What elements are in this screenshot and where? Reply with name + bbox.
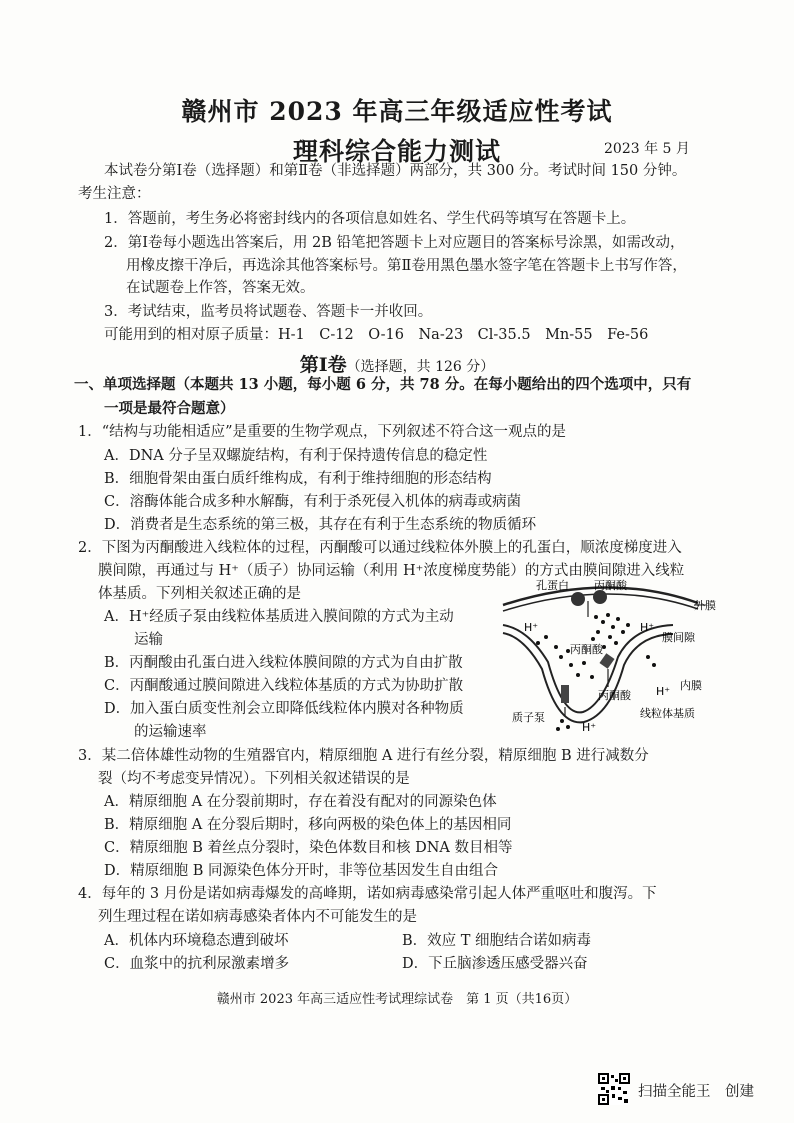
notice-heading: 考生注意： bbox=[78, 186, 151, 202]
q4-option-c: C．血浆中的抗利尿激素增多 bbox=[104, 956, 290, 972]
section-subtitle: （选择题，共 126 分） bbox=[346, 359, 495, 375]
notice-item-2: 2．第Ⅰ卷每小题选出答案后，用 2B 铅笔把答题卡上对应题目的答案标号涂黑，如需改动， bbox=[104, 235, 685, 251]
q2-option-b: B．丙酮酸由孔蛋白进入线粒体膜间隙的方式为自由扩散 bbox=[104, 655, 463, 671]
label-porin: 孔蛋白 bbox=[536, 579, 569, 592]
q2-option-d: D．加入蛋白质变性剂会立即降低线粒体内膜对各种物质 bbox=[104, 701, 464, 717]
q2-stem-1: 2．下图为丙酮酸进入线粒体的过程，丙酮酸可以通过线粒体外膜上的孔蛋白，顺浓度梯度进入 bbox=[78, 540, 682, 556]
page-footer: 赣州市 2023 年高三适应性考试理综试卷 第 1 页（共16页） bbox=[216, 992, 578, 1007]
inner-membrane bbox=[503, 625, 673, 712]
q2-stem-3: 体基质。下列相关叙述正确的是 bbox=[98, 586, 301, 602]
porin-protein-2 bbox=[593, 590, 607, 604]
q1-option-b: B．细胞骨架由蛋白质纤维构成，有利于维持细胞的形态结构 bbox=[104, 471, 492, 487]
q4-option-b: B．效应 T 细胞结合诺如病毒 bbox=[402, 933, 592, 949]
q4-stem-1: 4．每年的 3 月份是诺如病毒爆发的高峰期，诺如病毒感染常引起人体严重呕吐和腹泻。下 bbox=[78, 886, 657, 902]
porin-protein bbox=[571, 592, 585, 606]
section-title-main: 第Ⅰ卷 bbox=[299, 354, 347, 376]
label-h-plus-4: H⁺ bbox=[582, 721, 597, 734]
q1-stem: 1．“结构与功能相适应”是重要的生物学观点，下列叙述不符合这一观点的是 bbox=[78, 424, 567, 440]
q3-option-a: A．精原细胞 A 在分裂前期时，存在着没有配对的同源染色体 bbox=[104, 794, 497, 810]
label-h-plus-1: H⁺ bbox=[524, 621, 539, 634]
exam-title-line2: 理科综合能力测试 bbox=[292, 137, 501, 166]
label-intermembrane: 膜间隙 bbox=[662, 631, 695, 644]
scanner-watermark: 扫描全能王 创建 bbox=[638, 1084, 754, 1100]
q2-stem-2: 膜间隙，再通过与 H⁺（质子）协同运输（利用 H⁺浓度梯度势能）的方式由膜间隙进入线粒 bbox=[98, 563, 685, 579]
label-pyruvate-top: 丙酮酸 bbox=[594, 579, 627, 592]
label-proton-pump: 质子泵 bbox=[512, 711, 545, 724]
label-pyruvate-low: 丙酮酸 bbox=[598, 689, 631, 702]
label-h-plus-3: H⁺ bbox=[656, 685, 671, 698]
q3-option-d: D．精原细胞 B 同源染色体分开时，非等位基因发生自由组合 bbox=[104, 863, 498, 879]
notice-item-1: 1．答题前，考生务必将密封线内的各项信息如姓名、学生代码等填写在答题卡上。 bbox=[104, 211, 636, 227]
atomic-masses: 可能用到的相对原子质量：H-1 C-12 O-16 Na-23 Cl-35.5 Mn-55 Fe-56 bbox=[104, 327, 649, 343]
q2-option-c: C．丙酮酸通过膜间隙进入线粒体基质的方式为协助扩散 bbox=[104, 678, 464, 694]
q1-option-d: D．消费者是生态系统的第三极，其存在有利于生态系统的物质循环 bbox=[104, 517, 537, 533]
mitochondria-diagram bbox=[498, 577, 720, 737]
label-pyruvate-mid: 丙酮酸 bbox=[570, 643, 603, 656]
notice-item-2-cont2: 在试题卷上作答，答案无效。 bbox=[126, 280, 315, 296]
exam-title-line1: 赣州市 2023 年高三年级适应性考试 bbox=[181, 97, 613, 126]
exam-date: 2023 年 5 月 bbox=[604, 141, 690, 157]
intro-text: 本试卷分第Ⅰ卷（选择题）和第Ⅱ卷（非选择题）两部分，共 300 分。考试时间 150 分钟。 bbox=[104, 163, 687, 179]
q3-option-b: B．精原细胞 A 在分裂后期时，移向两极的染色体上的基因相同 bbox=[104, 817, 512, 833]
part-heading-line2: 一项是最符合题意） bbox=[104, 400, 235, 417]
q3-stem-2: 裂（均不考虑变异情况）。下列相关叙述错误的是 bbox=[98, 771, 410, 787]
qr-code-icon bbox=[598, 1073, 630, 1105]
q4-option-a: A．机体内环境稳态遭到破坏 bbox=[104, 933, 289, 949]
label-matrix: 线粒体基质 bbox=[640, 707, 695, 720]
q2-option-d-cont: 的运输速率 bbox=[134, 724, 207, 740]
q1-option-a: A．DNA 分子呈双螺旋结构，有利于保持遗传信息的稳定性 bbox=[104, 448, 488, 464]
q4-stem-2: 列生理过程在诺如病毒感染者体内不可能发生的是 bbox=[98, 909, 417, 925]
notice-item-2-cont1: 用橡皮擦干净后，再选涂其他答案标号。第Ⅱ卷用黑色墨水签字笔在答题卡上书写作答， bbox=[126, 258, 687, 274]
section-title bbox=[0, 350, 794, 377]
q3-stem-1: 3．某二倍体雄性动物的生殖器官内，精原细胞 A 进行有丝分裂，精原细胞 B 进行减数分 bbox=[78, 748, 649, 764]
proton-pump bbox=[561, 685, 569, 703]
notice-item-3: 3．考试结束，监考员将试题卷、答题卡一并收回。 bbox=[104, 304, 433, 320]
q4-option-d: D．下丘脑渗透压感受器兴奋 bbox=[402, 956, 588, 972]
h-plus-dots bbox=[536, 613, 656, 731]
q2-option-a: A．H⁺经质子泵由线粒体基质进入膜间隙的方式为主动 bbox=[104, 609, 454, 625]
label-outer-membrane: 外膜 bbox=[694, 599, 716, 612]
label-h-plus-2: H⁺ bbox=[640, 621, 655, 634]
label-inner-membrane: 内膜 bbox=[680, 679, 702, 692]
q1-option-c: C．溶酶体能合成多种水解酶，有利于杀死侵入机体的病毒或病菌 bbox=[104, 494, 522, 510]
q3-option-c: C．精原细胞 B 着丝点分裂时，染色体数目和核 DNA 数目相等 bbox=[104, 840, 513, 856]
q2-option-a-cont: 运输 bbox=[134, 632, 163, 648]
part-heading-line1: 一、单项选择题（本题共 13 小题，每小题 6 分，共 78 分。在每小题给出的四个选项中，只有 bbox=[74, 376, 692, 393]
